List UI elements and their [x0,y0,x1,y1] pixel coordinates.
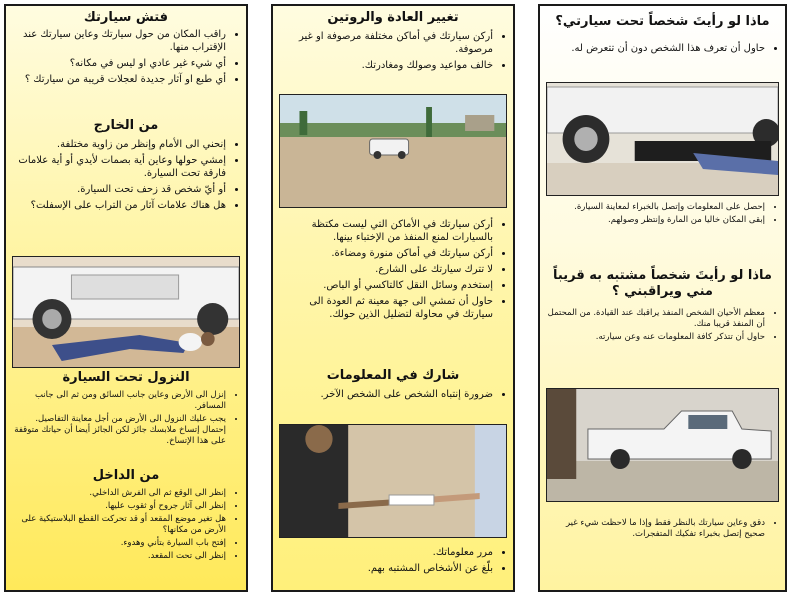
list-item: • مرر معلوماتك. [279,546,493,559]
list-item: • حاول أن تتذكر كافة المعلومات عنه وعن سيارته. [546,332,765,343]
list-item: • إنزل الى الأرض وعاين جانب السائق ومن ثم الى جانب المسافر. [12,390,226,412]
heading-someone-under-car: ماذا لو رأيتَ شخصاً تحت سيارتي؟ [555,14,770,29]
heading-inspect-car: فتش سيارتك [83,10,169,25]
list-item: • إنظر الى آثار جروح أو ثقوب عليها. [12,501,226,512]
parking-list [279,218,505,324]
list-item: • ضرورة إنتباه الشخص على الشخص الآخر. [279,388,493,401]
contact-list [546,202,777,228]
heading-inside: من الداخل [92,468,160,483]
heading-outside: من الخارج [93,118,159,133]
share-bottom-list [279,546,505,578]
list-item: • إنظر الى تحت المقعد. [12,551,226,562]
white-pickup-illustration [547,389,778,501]
passing-document-illustration [280,425,506,537]
list-item: • راقب المكان من حول سيارتك وعاين سيارتك عند الإقتراب منها. [12,28,226,54]
outside-list [12,138,238,215]
routine-list [279,30,505,75]
list-item: • إستخدم وسائل النقل كالتاكسي أو الباص. [279,279,493,292]
heading-suspect: ماذا لو رأيتَ شخصاً مشتبه به قريباً مني ويراقبني ؟ [553,268,772,299]
list-item: • أي شيء غير عادي او ليس في مكانه؟ [12,57,226,70]
list-item: • خالف مواعيد وصولك ومغادرتك. [279,59,493,72]
list-item: • أركن سيارتك في أماكن مختلفة مرصوفة او غير مرصوفة. [279,30,493,56]
list-item: • إمشي حولها وعاين أية بصمات لأيدي أو أية علامات فارقة تحت السيارة. [12,154,226,180]
suspect-list [546,308,777,345]
parked-car-illustration [280,95,506,207]
photo-parked-car [279,94,507,208]
man-under-car-illustration [13,257,239,367]
list-item: • إنظر الى الوقع ثم الى الفرش الداخلي. [12,488,226,499]
list-item: • إحصل على المعلومات وإتصل بالخبراء لمعاينة السيارة. [546,202,765,213]
right-panel [538,4,787,592]
list-item: • أي طبع او آثار جديدة لعجلات قريبة من سيارتك ؟ [12,73,226,86]
inside-list [12,488,238,564]
list-item: • حاول أن تمشي الى جهة معينة ثم العودة الى سيارتك في محاولة لتضليل الذين حولك. [279,295,493,321]
list-item: • يجب عليك النزول الى الأرض من أجل معاينة التفاصيل. إحتمال إتساخ ملابسك جائز لكن الجائز أيضا أن حياتك متوقفة على هذا الإتساخ. [12,414,226,447]
inspect-list [12,28,238,89]
left-panel [4,4,248,592]
photo-white-pickup [546,388,779,502]
heading-share-info: شارك في المعلومات [326,368,460,383]
list-item: • إنحني الى الأمام وإنظر من زاوية مختلفة. [12,138,226,151]
heading-under-car: النزول تحت السيارة [62,370,190,385]
person-under-vehicle-illustration [547,83,778,195]
under-list [12,390,238,449]
middle-panel [271,4,515,592]
list-item: • حاول أن تعرف هذا الشخص دون أن تتعرض له. [546,42,765,55]
photo-man-under-car [12,256,240,368]
photo-passing-document [279,424,507,538]
list-item: • هل هناك علامات آثار من التراب على الإسفلت؟ [12,199,226,212]
list-item: • إفتح باب السيارة بتأني وهدوء. [12,538,226,549]
list-item: • بلّغ عن الأشخاص المشتبه بهم. [279,562,493,575]
heading-routine: تغيير العادة والروتين [327,10,459,25]
someone-list [546,42,777,58]
list-item: • دقق وعاين سيارتك بالنظر فقط وإذا ما لاحظت شيء غير صحيح إتصل بخبراء تفكيك المتفجرات. [546,518,765,540]
list-item: • أو أيّ شخص قد زحف تحت السيارة. [12,183,226,196]
share-list [279,388,505,404]
photo-person-under-vehicle [546,82,779,196]
final-list [546,518,777,542]
list-item: • أركن سيارتك في أماكن منورة ومضاءة. [279,247,493,260]
list-item: • معظم الأحيان الشخص المنفذ يراقبك عند القيادة. من المحتمل أن المنفذ قريبا منك. [546,308,765,330]
list-item: • هل تغير موضع المقعد أو قد تحركت القطع البلاستيكية على الأرض من مكانها؟ [12,514,226,536]
list-item: • لا تترك سيارتك على الشارع. [279,263,493,276]
list-item: • أركن سيارتك في الأماكن التي ليست مكتظة بالسيارات لمنع المنفذ من الإختباء بينها. [279,218,493,244]
list-item: • إبقى المكان خاليا من المارة وإنتظر وصولهم. [546,215,765,226]
